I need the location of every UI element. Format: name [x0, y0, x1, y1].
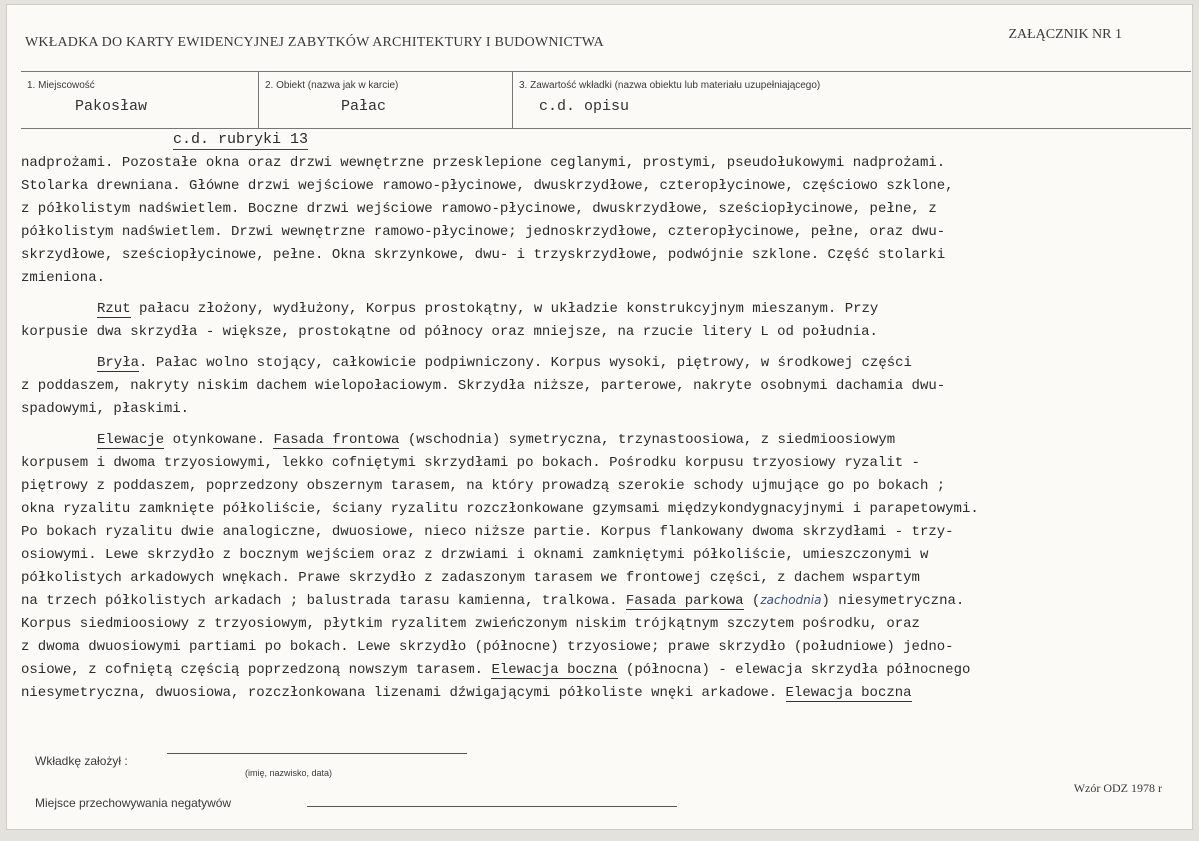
field-object-value: Pałac — [341, 98, 387, 115]
form-title: WKŁADKA DO KARTY EWIDENCYJNEJ ZABYTKÓW ARCHITEKTURY I BUDOWNICTWA — [25, 35, 604, 50]
text-line: zmieniona. — [21, 270, 106, 286]
text-line: półkolistym nadświetlem. Drzwi wewnętrzne ramowo-płycinowe; jednoskrzydłowe, czteropłycinowe, pełne, oraz dwu- — [21, 224, 946, 240]
text-line: korpusem i dwoma trzyosiowymi, lekko cofniętymi skrzydłami po bokach. Pośrodku korpusu trzyosiowy ryzalit - — [21, 455, 920, 471]
field-locality-value: Pakosław — [75, 98, 148, 115]
made-by-label: Wkładkę założył : — [35, 754, 128, 768]
annex-label: ZAŁĄCZNIK NR 1 — [1008, 27, 1122, 42]
text-line: Rzut pałacu złożony, wydłużony, Korpus prostokątny, w układzie konstrukcyjnym mieszanym. Przy — [97, 301, 879, 317]
text-line: z półkolistym nadświetlem. Boczne drzwi wejściowe ramowo-płycinowe, dwuskrzydłowe, sześciopłycinowe, pełne, z — [21, 201, 937, 217]
text-line: niesymetryczna, dwuosiowa, rozczłonkowana lizenami dźwigającymi półkoliste wnęki arkadowe. Elewacja boczna — [21, 685, 912, 701]
text-line: Stolarka drewniana. Główne drzwi wejściowe ramowo-płycinowe, dwuskrzydłowe, czteropłycinowe, częściowo szklone, — [21, 178, 954, 194]
text-line: Elewacje otynkowane. Fasada frontowa (wschodnia) symetryczna, trzynastoosiowa, z siedmioosiowym — [97, 432, 896, 448]
text-line: osiowe, z cofniętą częścią poprzedzoną nowszym tarasem. Elewacja boczna (północna) - elewacja skrzydła północnego — [21, 662, 971, 678]
text-line: Bryła. Pałac wolno stojący, całkowicie podpiwniczony. Korpus wysoki, piętrowy, w środkowej części — [97, 355, 912, 371]
field-locality-label: 1. Miejscowość — [27, 80, 95, 91]
section-heading-elevations: Elewacje — [97, 432, 165, 448]
text-line: nadprożami. Pozostałe okna oraz drzwi wewnętrzne przesklepione ceglanymi, prostymi, pseudołukowymi nadprożami. — [21, 155, 946, 171]
text-line: na trzech półkolistych arkadach ; balustrada tarasu kamienna, tralkowa. Fasada parkowa (zachodnia) niesymetryczna. — [21, 593, 965, 609]
text-line: spadowymi, płaskimi. — [21, 401, 190, 417]
section-heading-side-elevation: Elewacja boczna — [491, 662, 618, 678]
text-line: półkolistych arkadowych wnękach. Prawe skrzydło z zadaszonym tarasem we frontowej części, z dachem wspartym — [21, 570, 920, 586]
form-code: Wzór ODZ 1978 r — [1073, 781, 1162, 795]
section-heading-plan: Rzut — [97, 301, 131, 317]
section-heading-park-facade: Fasada parkowa — [625, 593, 744, 609]
field-contents-value: c.d. opisu — [539, 98, 630, 115]
field-object-label: 2. Obiekt (nazwa jak w karcie) — [265, 80, 399, 91]
storage-line — [307, 806, 677, 807]
text-line: Po bokach ryzalitu dwie analogiczne, dwuosiowe, nieco niższe partie. Korpus flankowany dwoma skrzydłami - trzy- — [21, 524, 954, 540]
text-line: z poddaszem, nakryty niskim dachem wielopołaciowym. Skrzydła niższe, parterowe, nakryte osobnymi dachamia dwu- — [21, 378, 946, 394]
text-line: z dwoma dwuosiowymi partiami po bokach. Lewe skrzydło (północne) trzyosiowe; prawe skrzydło (południowe) jedno- — [21, 639, 954, 655]
section-heading-mass: Bryła — [97, 355, 140, 371]
text-line: Korpus siedmioosiowy z trzyosiowym, płytkim ryzalitem zwieńczonym niskim trójkątnym szczytem pośrodku, oraz — [21, 616, 920, 632]
storage-label: Miejsce przechowywania negatywów — [35, 796, 232, 810]
text-line: korpusie dwa skrzydła - większe, prostokątne od północy oraz mniejsze, na rzucie litery L od południa. — [21, 324, 878, 340]
description-body — [7, 5, 1192, 829]
record-card — [6, 4, 1193, 830]
handwritten-note: zachodnia — [760, 593, 822, 607]
text-line: okna ryzalitu zamknięte półkoliście, ściany ryzalitu rozczłonkowane gzymsami międzykondygnacyjnymi i parapetowymi. — [21, 501, 979, 517]
made-by-sublabel: (imię, nazwisko, data) — [245, 768, 333, 778]
text-line: piętrowy z poddaszem, poprzedzony obszernym tarasem, na który prowadzą szerokie schody ujmujące go po bokach ; — [21, 478, 946, 494]
continuation-heading: c.d. rubryki 13 — [173, 131, 309, 148]
section-heading-front-facade: Fasada frontowa — [273, 432, 400, 448]
made-by-line — [167, 753, 467, 754]
section-heading-side-elevation-2: Elewacja boczna — [785, 685, 912, 701]
field-contents-label: 3. Zawartość wkładki (nazwa obiektu lub materiału uzupełniającego) — [519, 80, 821, 91]
text-line: osiowymi. Lewe skrzydło z bocznym wejściem oraz z drzwiami i oknami zamkniętymi półkoliście, umieszczonymi w — [21, 547, 929, 563]
text-line: skrzydłowe, sześciopłycinowe, pełne. Okna skrzynkowe, dwu- i trzyskrzydłowe, podwójnie szklone. Część stolarki — [21, 247, 946, 263]
